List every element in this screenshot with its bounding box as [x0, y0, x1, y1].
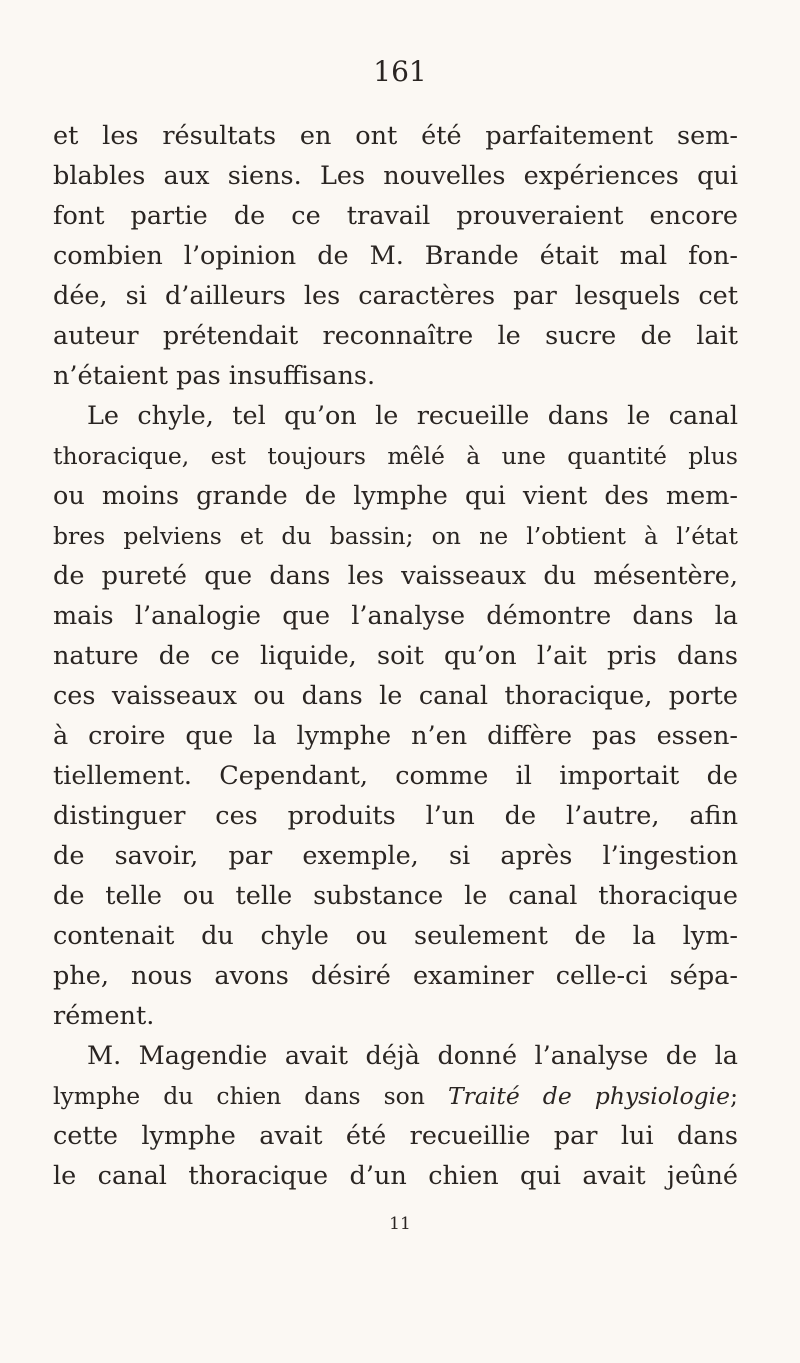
- text-line: mais l’analogie que l’analyse démontre dans la: [53, 601, 738, 631]
- signature-mark: 11: [389, 1214, 411, 1234]
- text-line: de pureté que dans les vaisseaux du mésentère,: [53, 561, 738, 591]
- paragraph-start-line: Le chyle, tel qu’on le recueille dans le canal: [87, 401, 738, 431]
- text-line: dée, si d’ailleurs les caractères par lesquels cet: [53, 281, 738, 311]
- paragraph-start-line: M. Magendie avait déjà donné l’analyse de la: [87, 1041, 738, 1071]
- text-line: tiellement. Cependant, comme il importait de: [53, 761, 738, 791]
- text-line: bres pelviens et du bassin; on ne l’obtient à l’état: [53, 522, 738, 550]
- text-line: font partie de ce travail prouveraient encore: [53, 201, 738, 231]
- text-line: phe, nous avons désiré examiner celle-ci sépa-: [53, 961, 738, 991]
- text-line: et les résultats en ont été parfaitement sem-: [53, 121, 738, 151]
- text-line: rément.: [53, 1001, 155, 1031]
- text-line: n’étaient pas insuffisans.: [53, 361, 376, 391]
- text-line: le canal thoracique d’un chien qui avait jeûné: [53, 1161, 738, 1191]
- text-line: blables aux siens. Les nouvelles expériences qui: [53, 161, 738, 191]
- text-line-with-title: [53, 1076, 738, 1116]
- page-number: 161: [373, 55, 427, 88]
- text-line: auteur prétendait reconnaître le sucre de lait: [53, 321, 738, 351]
- text-line: ces vaisseaux ou dans le canal thoracique, porte: [53, 681, 738, 711]
- text-line: à croire que la lymphe n’en diffère pas essen-: [53, 721, 738, 751]
- text-line: combien l’opinion de M. Brande était mal fon-: [53, 241, 738, 271]
- text-line: cette lymphe avait été recueillie par lui dans: [53, 1121, 738, 1151]
- text-line: ou moins grande de lymphe qui vient des mem-: [53, 481, 738, 511]
- text-line: nature de ce liquide, soit qu’on l’ait pris dans: [53, 641, 738, 671]
- line-text: lymphe du chien dans son: [53, 1082, 448, 1110]
- book-title: Traité de physiologie: [447, 1082, 731, 1110]
- text-line: contenait du chyle ou seulement de la lym-: [53, 921, 738, 951]
- text-line: distinguer ces produits l’un de l’autre, afin: [53, 801, 738, 831]
- text-line: de telle ou telle substance le canal thoracique: [53, 881, 738, 911]
- line-text: ;: [730, 1082, 739, 1110]
- text-line: de savoir, par exemple, si après l’ingestion: [53, 841, 738, 871]
- text-line: thoracique, est toujours mêlé à une quantité plus: [53, 442, 738, 470]
